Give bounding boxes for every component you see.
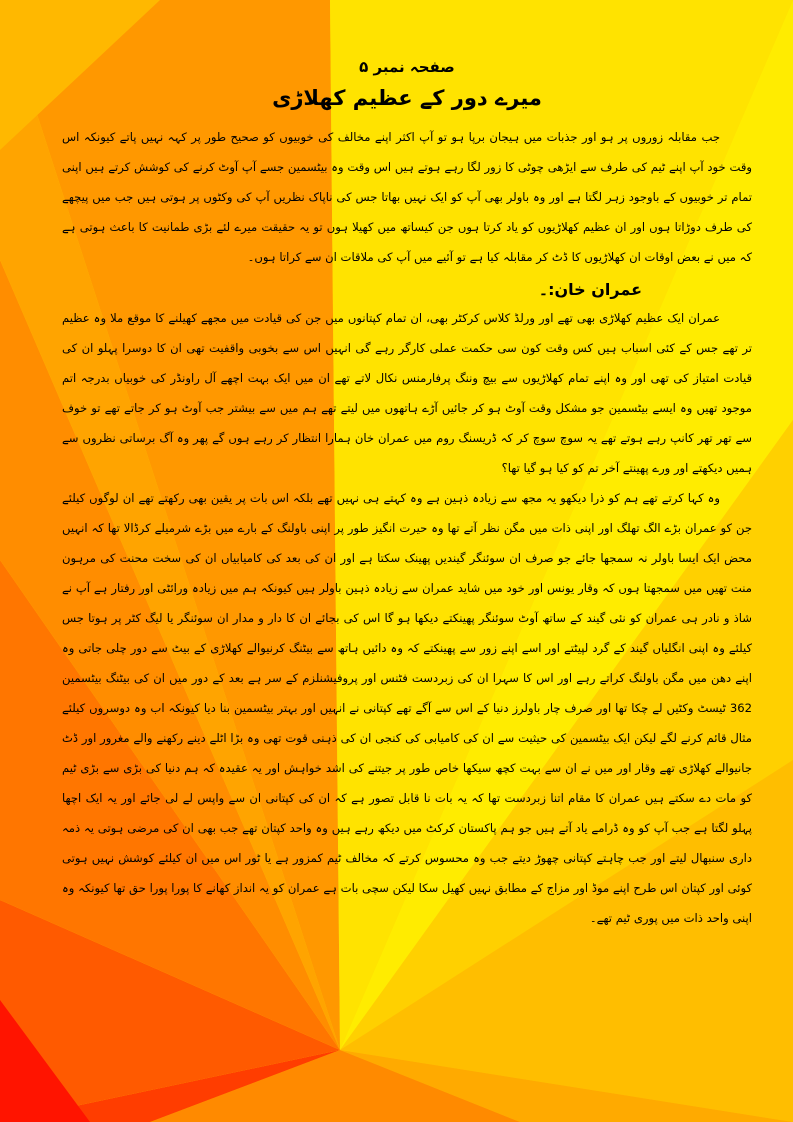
document-page bbox=[62, 50, 752, 930]
paragraph-2: وہ کہا کرتے تھے ہم کو ذرا دیکھو یہ مجھ سے زیادہ ذہین ہے وہ کہتے ہی نہیں تھے بلکہ اس بات پر یقین بھی رکھتے تھے ان لوگوں کیلئے جن کو عمران بڑے الگ تھلگ اور اپنی ذات میں مگن نظر آتے تھا وہ حیرت انگیز طور پر اپنی باولنگ کے بارے میں بڑے شرمیلے کرڈالا تھا کہ انہیں محض ایک ایسا باولر نہ سمجھا جائے جو صرف ان سوئنگر گیندیں پھینک سکتا ہے اور ان کی بعد کی کامیابیاں ان کی سخت محنت کی مرہون منت تھیں میں سمجھتا ہوں کہ وقار یونس اور خود میں شاید عمران سے زیادہ ذہین باولر ہیں کیونکہ ہم میں زیادہ ورائٹی اور رفتار ہے آپ نے شاذ و نادر ہی عمران کو نئی گیند کے ساتھ آوٹ سوئنگر پھینکتے دیکھا ہو گا اس کی بجائے ان کا دار و مدار ان سوئنگر یا لیگ کٹر پر ہوتا جس کیلئے وہ اپنی انگلیاں گیند کے گرد لپیٹتے اور اسے اپنے زور سے پھینکتے کہ وہ دائیں ہاتھ سے بیٹنگ کرنیوالے کھلاڑی کے بیٹ سے دور چلی جاتی وہ اپنے دھن میں مگن باولنگ کراتے رہے اور اس کا سہرا ان کی زبردست فٹنس اور پروفیشنلزم کے سر ہے بعد کے دور میں ان کی بیٹنگ بیٹسمین 362 ٹیسٹ وکٹیں لے چکا تھا اور صرف چار باولرز دنیا کے اس سے آگے تھے کپتانی نے انہیں اور بہتر بیٹسمین بنا دیا کیونکہ اب وہ دوسروں کیلئے مثال قائم کرنے لگے لیکن ایک بیٹسمین کی حیثیت سے ان کی کامیابی کی کنجی ان کی ذہنی قوت تھی وہ بڑا اٹلے دینے رکھنے والے مغرور اور ڈٹ جانیوالے کھلاڑی تھے وقار اور میں نے ان سے بہت کچھ سیکھا خاص طور پر جیتنے کی اشد خواہش اور یہ عقیدہ کہ ہم دنیا کی بڑی سے بڑی ٹیم کو مات دے سکتے ہیں عمران کا مقام اتنا زبردست تھا کہ یہ بات نا قابل تصور ہے کہ ان کی کپتانی ان سے واپس لے لی جائے اور یہ ایک اچھا پہلو لگتا ہے جب آپ کو وہ ڈرامے یاد آتے ہیں جو ہم پاکستان کرکٹ میں دیکھ رہے ہیں وہ واحد کپتان تھے جب بھی ان کی مرضی ہوتی یہ ذمہ داری سنبھال لیتے اور جب چاہتے کپتانی چھوڑ دیتے جب وہ محسوس کرتے کہ مخالف ٹیم کمزور ہے یا ٹور اس میں ان کیلئے کوشش نہیں ہوتی کوئی اور کپتان اس طرح اپنے موڈ اور مزاج کے مطابق نہیں کھیل سکا لیکن سچی بات ہے عمران کو یہ انداز کھانے کا پورا پورا حق تھا کیونکہ وہ اپنی واحد ذات میں پوری ٹیم تھے۔ bbox=[62, 491, 752, 925]
intro-paragraph: جب مقابلہ زوروں پر ہو اور جذبات میں ہیجان برپا ہو تو آپ اکثر اپنے مخالف کی خوبیوں کو صحیح طور پر کہہ نہیں پاتے کیونکہ اس وقت خود آپ اپنے ٹیم کی طرف سے ایڑھی چوٹی کا زور لگا رہے ہوتے ہیں اس وقت وہ بیٹسمین جسے آپ آوٹ کرنے کی کوشش کرتے ہیں اپنی تمام تر خوبیوں کے باوجود زہر لگتا ہے اور وہ باولر بھی آپ کو ایک نہیں بھاتا جس کی ناپاک نظریں آپ کی وکٹوں پر ہوتی ہیں جب میں پیچھے کی طرف دوڑاتا ہوں اور ان عظیم کھلاڑیوں کو یاد کرتا ہوں جن کیساتھ میں کھیلا ہوں تو یہ حقیقت میرے لئے بڑی طمانیت کا باعث ہوتی ہے کہ میں نے بعض اوقات ان کھلاڑیوں کا ڈٹ کر مقابلہ کیا ہے تو آئیے میں آپ کی ملاقات ان سے کراتا ہوں۔ bbox=[62, 130, 752, 264]
paragraph-1: عمران ایک عظیم کھلاڑی بھی تھے اور ورلڈ کلاس کرکٹر بھی، ان تمام کپتانوں میں جن کی قیادت میں مجھے کھیلنے کا موقع ملا وہ عظیم تر تھے جس کے کئی اسباب ہیں کس وقت کون سی حکمت عملی کارگر رہے گی انہیں اس سے بخوبی واقفیت تھی ان کا دوسرا پہلو ان کی قیادت امتیاز کی تھی اور وہ اپنے تمام کھلاڑیوں سے بیچ وننگ پرفارمنس نکال لاتے تھے ان میں ایک بہت اچھے آل راونڈر کی خوبیاں بدرجہ اتم موجود تھیں وہ ایسے بیٹسمین جو مشکل وقت آوٹ ہو کر جائیں آڑے ہاتھوں میں لیتے تھے ہم میں سے بیشتر جب آوٹ ہو کر جاتے تھے تو خوف سے تھر تھر کانپ رہے ہوتے تھے یہ سوچ سوچ کر کہ ڈریسنگ روم میں عمران خان ہمارا انتظار کر رہے ہوں گے پھر وہ آگ برساتی نظروں سے ہمیں دیکھتے اور ورے پھینتے آخر تم کو کیا ہو گیا تھا؟ bbox=[62, 311, 752, 475]
page-number: صفحہ نمبر ۵ bbox=[359, 58, 455, 76]
page-title: میرے دور کے عظیم کھلاڑی bbox=[272, 86, 542, 110]
section-heading: عمران خان:۔ bbox=[538, 280, 642, 299]
